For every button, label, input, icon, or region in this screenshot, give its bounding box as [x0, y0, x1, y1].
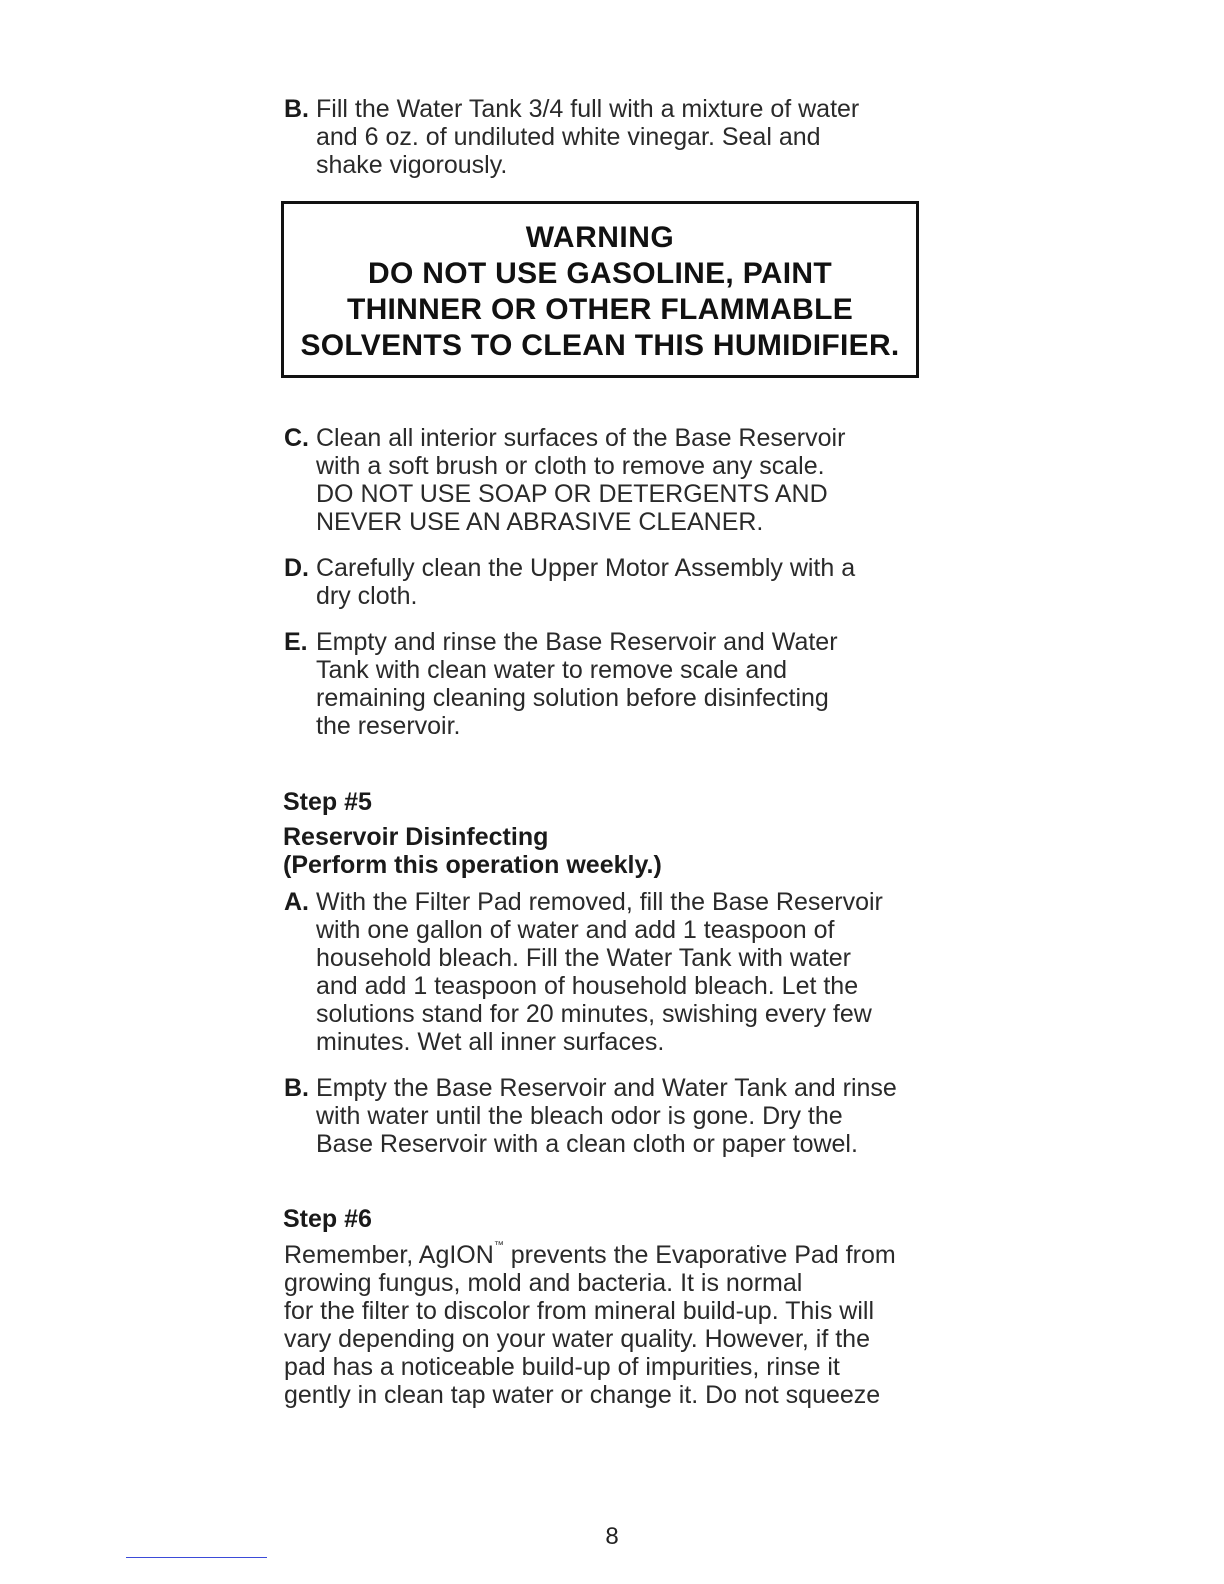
item-line: and 6 oz. of undiluted white vinegar. Seal and: [316, 123, 821, 151]
footer-rule: [126, 1557, 267, 1558]
item-line: DO NOT USE SOAP OR DETERGENTS AND: [316, 480, 828, 508]
item-line: Clean all interior surfaces of the Base Reservoir: [316, 424, 846, 452]
text-remember: Remember, AgION: [284, 1241, 494, 1269]
instruction-item-c: [284, 424, 934, 536]
item-line: Fill the Water Tank 3/4 full with a mixture of water: [316, 95, 860, 123]
item-line: remaining cleaning solution before disinfecting: [316, 684, 829, 712]
paragraph-line: gently in clean tap water or change it. Do not squeeze: [284, 1381, 881, 1409]
item-line: and add 1 teaspoon of household bleach. Let the: [316, 972, 859, 1000]
warning-line: THINNER OR OTHER FLAMMABLE: [346, 293, 854, 326]
paragraph-line: [284, 1241, 944, 1269]
step-5-item-b: [284, 1074, 934, 1158]
item-letter: B.: [284, 1074, 309, 1102]
instruction-item-e: [284, 628, 934, 740]
item-line: shake vigorously.: [316, 151, 508, 179]
item-line: with one gallon of water and add 1 teaspoon of: [316, 916, 835, 944]
instruction-item-d: [284, 554, 934, 610]
item-line: Empty the Base Reservoir and Water Tank and rinse: [316, 1074, 897, 1102]
item-letter: D.: [284, 554, 309, 582]
paragraph-line: pad has a noticeable build-up of impurities, rinse it: [284, 1353, 840, 1381]
trademark-symbol: ™: [493, 1240, 504, 1251]
item-line: household bleach. Fill the Water Tank with water: [316, 944, 851, 972]
item-line: Tank with clean water to remove scale and: [316, 656, 788, 684]
item-line: with water until the bleach odor is gone. Dry the: [316, 1102, 843, 1130]
item-line: Base Reservoir with a clean cloth or paper towel.: [316, 1130, 858, 1158]
paragraph-line: growing fungus, mold and bacteria. It is normal: [284, 1269, 803, 1297]
item-line: minutes. Wet all inner surfaces.: [316, 1028, 665, 1056]
warning-line: DO NOT USE GASOLINE, PAINT: [368, 257, 832, 290]
step-5-subheading: Reservoir Disinfecting: [283, 823, 549, 851]
item-line: with a soft brush or cloth to remove any scale.: [316, 452, 825, 480]
item-line: solutions stand for 20 minutes, swishing every few: [316, 1000, 872, 1028]
warning-title: WARNING: [525, 221, 675, 254]
paragraph-line: for the filter to discolor from mineral build-up. This will: [284, 1297, 875, 1325]
page-number: 8: [605, 1523, 619, 1550]
paragraph-line: vary depending on your water quality. However, if the: [284, 1325, 870, 1353]
item-line: With the Filter Pad removed, fill the Base Reservoir: [316, 888, 883, 916]
step-6-paragraph: [284, 1241, 944, 1409]
item-line: the reservoir.: [316, 712, 461, 740]
warning-box: [281, 201, 919, 378]
instruction-item-b-vinegar: [284, 95, 934, 179]
step-5-note: (Perform this operation weekly.): [283, 851, 662, 879]
item-line: NEVER USE AN ABRASIVE CLEANER.: [316, 508, 764, 536]
item-line: dry cloth.: [316, 582, 418, 610]
step-5-heading: Step #5: [283, 788, 372, 816]
item-letter: C.: [284, 424, 309, 452]
step-6-heading: Step #6: [283, 1205, 372, 1233]
text-prevents: prevents the Evaporative Pad from: [503, 1241, 896, 1269]
step-5-item-a: [284, 888, 934, 1056]
item-line: Empty and rinse the Base Reservoir and Water: [316, 628, 838, 656]
item-letter: E.: [284, 628, 308, 656]
item-line: Carefully clean the Upper Motor Assembly with a: [316, 554, 856, 582]
item-letter: A.: [284, 888, 309, 916]
warning-line: SOLVENTS TO CLEAN THIS HUMIDIFIER.: [300, 329, 900, 362]
item-letter: B.: [284, 95, 309, 123]
